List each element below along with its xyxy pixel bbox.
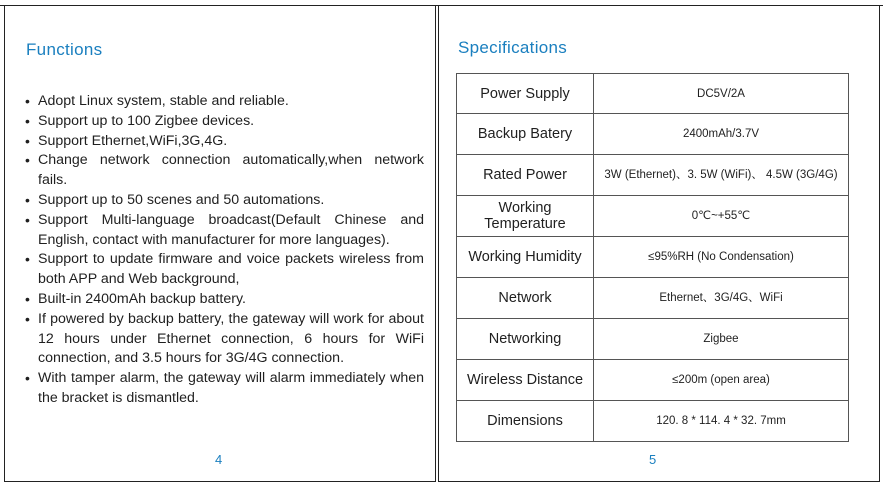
spec-key: Power Supply (457, 74, 594, 114)
table-row (457, 155, 849, 196)
table-row (457, 74, 849, 114)
table-row (457, 114, 849, 155)
spec-value: DC5V/2A (594, 74, 849, 114)
functions-list (24, 92, 424, 409)
page-number-left: 4 (215, 452, 223, 467)
spec-value: 3W (Ethernet)、3. 5W (WiFi)、 4.5W (3G/4G) (594, 155, 849, 196)
spec-value: Ethernet、3G/4G、WiFi (594, 278, 849, 319)
spec-key: Backup Batery (457, 114, 594, 155)
table-row (457, 278, 849, 319)
functions-heading: Functions (26, 40, 103, 59)
spec-key: Wireless Distance (457, 360, 594, 401)
spec-key: Dimensions (457, 401, 594, 442)
spec-key: Network (457, 278, 594, 319)
spec-value: 2400mAh/3.7V (594, 114, 849, 155)
table-row (457, 237, 849, 278)
table-row (457, 401, 849, 442)
list-item: • If powered by backup battery, the gateway will work for about 12 hours under Ethernet connection, 6 hours for WiFi connection, and 3.5 hours for 3G/4G connection. (24, 310, 424, 369)
list-item: • Support Multi-language broadcast(Default Chinese and English, contact with manufacturer for more languages). (24, 211, 424, 251)
page-number-right: 5 (649, 452, 657, 467)
specifications-heading: Specifications (458, 38, 568, 57)
spec-key: Working Temperature (457, 196, 594, 237)
spec-value: ≤200m (open area) (594, 360, 849, 401)
list-item: • Support Ethernet,WiFi,3G,4G. (24, 132, 424, 152)
list-item: • Built-in 2400mAh backup battery. (24, 290, 424, 310)
spec-key: Rated Power (457, 155, 594, 196)
list-item: • Change network connection automatically,when network fails. (24, 151, 424, 191)
spec-key: Networking (457, 319, 594, 360)
specifications-table (456, 73, 849, 442)
list-item: • Support up to 50 scenes and 50 automations. (24, 191, 424, 211)
list-item: • Support up to 100 Zigbee devices. (24, 112, 424, 132)
spec-value: Zigbee (594, 319, 849, 360)
list-item: • Support to update firmware and voice packets wireless from both APP and Web background, (24, 250, 424, 290)
spec-key: Working Humidity (457, 237, 594, 278)
spec-value: 120. 8 * 114. 4 * 32. 7mm (594, 401, 849, 442)
list-item: • Adopt Linux system, stable and reliable. (24, 92, 424, 112)
spec-value: ≤95%RH (No Condensation) (594, 237, 849, 278)
spec-value: 0℃~+55℃ (594, 196, 849, 237)
table-row (457, 196, 849, 237)
list-item: • With tamper alarm, the gateway will alarm immediately when the bracket is dismantled. (24, 369, 424, 409)
table-row (457, 360, 849, 401)
table-row (457, 319, 849, 360)
